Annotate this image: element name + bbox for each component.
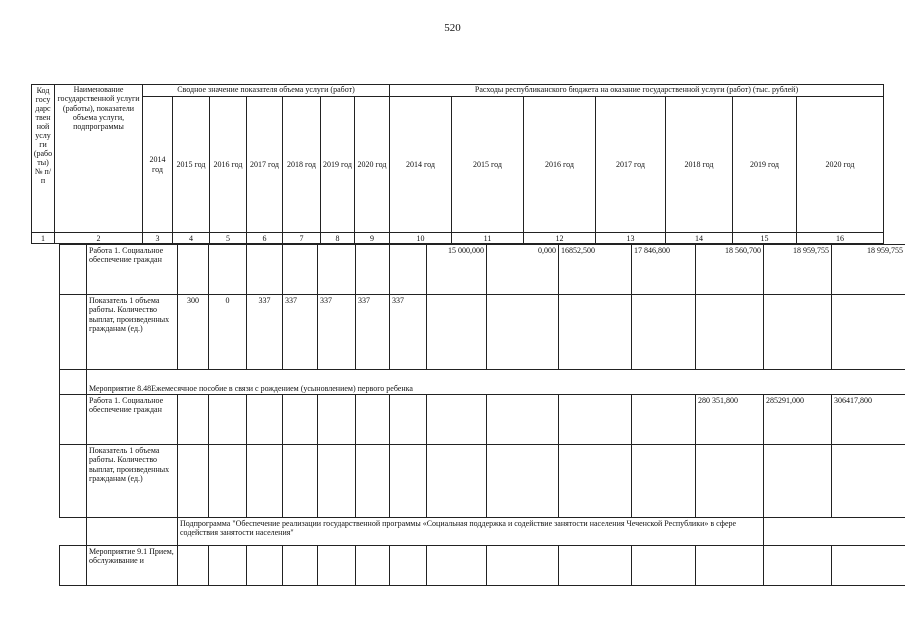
col-number: 2 — [55, 233, 143, 244]
col-number: 3 — [143, 233, 173, 244]
table-row — [60, 518, 905, 546]
expense-2018: 18 560,700 — [696, 245, 764, 295]
expense-year-2016: 2016 год — [524, 97, 596, 233]
expense-2015: 0,000 — [487, 245, 559, 295]
volume-year-2016: 2016 год — [210, 97, 247, 233]
expense-year-2020: 2020 год — [797, 97, 884, 233]
col-name-header: Наименование государственной услуги (работы), показатели объема услуги, подпрограммы — [55, 85, 143, 233]
col-number: 9 — [355, 233, 390, 244]
subprogram-title: Подпрограмма "Обеспечение реализации государственной программы «Социальная поддержка и содействие занятости населения Чеченской Республики» в сфере содействия занятости населения" — [178, 518, 764, 546]
measure-9-1: Мероприятие 9.1 Прием, обслуживание и — [87, 546, 178, 586]
col-number: 7 — [283, 233, 321, 244]
page-number: 520 — [444, 22, 461, 34]
volume-year-2015: 2015 год — [173, 97, 210, 233]
expense-year-2019: 2019 год — [733, 97, 797, 233]
col-number: 10 — [390, 233, 452, 244]
volume-2019: 337 — [356, 295, 390, 370]
col-number: 8 — [321, 233, 355, 244]
row-work1-name: Работа 1. Социальное обеспечение граждан — [87, 395, 178, 445]
expense-2016: 16852,500 — [559, 245, 632, 295]
expense-2014: 15 000,000 — [427, 245, 487, 295]
volume-2020: 337 — [390, 295, 427, 370]
measure-8-48: Мероприятие 8.48Ежемесячное пособие в связи с рождением (усыновлением) первого ребенка — [87, 370, 905, 395]
expense-2019: 285291,000 — [764, 395, 832, 445]
volume-2015: 0 — [209, 295, 247, 370]
col-number: 5 — [210, 233, 247, 244]
volume-group-header: Сводное значение показателя объема услуги (работ) — [143, 85, 390, 97]
table-row — [60, 546, 905, 586]
col-number: 13 — [596, 233, 666, 244]
col-code-header: Код госу дарс твен ной услу ги (рабо ты) № п/п — [32, 85, 55, 233]
col-number: 16 — [797, 233, 884, 244]
table-row — [60, 395, 905, 445]
volume-year-2019: 2019 год — [321, 97, 355, 233]
expense-2017: 17 846,800 — [632, 245, 696, 295]
expense-year-2018: 2018 год — [666, 97, 733, 233]
col-number: 1 — [32, 233, 55, 244]
row-work1-name: Работа 1. Социальное обеспечение граждан — [87, 245, 178, 295]
expense-group-header: Расходы республиканского бюджета на оказание государственной услуги (работ) (тыс. рублей) — [390, 85, 884, 97]
col-number: 14 — [666, 233, 733, 244]
volume-year-2018: 2018 год — [283, 97, 321, 233]
row-indicator1-name: Показатель 1 объема работы. Количество выплат, произведенных гражданам (ед.) — [87, 445, 178, 518]
volume-year-2020: 2020 год — [355, 97, 390, 233]
volume-2017: 337 — [283, 295, 318, 370]
expense-2019: 18 959,755 — [764, 245, 832, 295]
table-row — [60, 370, 905, 395]
expense-2020: 18 959,755 — [832, 245, 905, 295]
col-number: 11 — [452, 233, 524, 244]
col-number: 6 — [247, 233, 283, 244]
volume-year-2017: 2017 год — [247, 97, 283, 233]
expense-year-2015: 2015 год — [452, 97, 524, 233]
expense-2018: 280 351,800 — [696, 395, 764, 445]
table-row — [60, 445, 905, 518]
col-number: 12 — [524, 233, 596, 244]
col-number: 15 — [733, 233, 797, 244]
body-table — [59, 244, 905, 586]
volume-2018: 337 — [318, 295, 356, 370]
row-indicator1-name: Показатель 1 объема работы. Количество выплат, произведенных гражданам (ед.) — [87, 295, 178, 370]
header-table — [31, 84, 884, 244]
table-row — [60, 295, 905, 370]
volume-year-2014: 2014 год — [143, 97, 173, 233]
volume-2016: 337 — [247, 295, 283, 370]
expense-2020: 306417,800 — [832, 395, 905, 445]
volume-2014: 300 — [178, 295, 209, 370]
expense-year-2014: 2014 год — [390, 97, 452, 233]
expense-year-2017: 2017 год — [596, 97, 666, 233]
col-number: 4 — [173, 233, 210, 244]
table-row — [60, 245, 905, 295]
